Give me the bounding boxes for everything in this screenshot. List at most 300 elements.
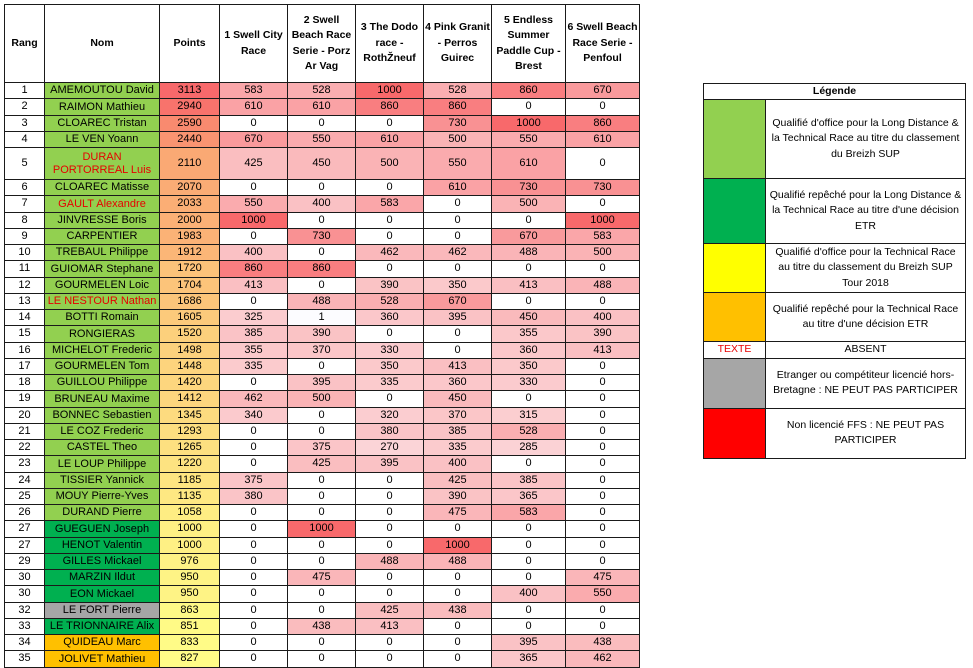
race-score-cell: 0 [220,635,288,651]
race-score-cell: 583 [220,83,288,99]
race-score-cell: 0 [220,375,288,391]
race-score-cell: 335 [220,358,288,374]
race-score-cell: 0 [492,212,566,228]
table-row [5,570,640,586]
race-score-cell: 0 [356,228,424,244]
name-cell: GILLES Mickael [45,553,160,569]
race-score-cell: 450 [288,148,356,180]
race-score-cell: 0 [566,99,640,115]
race-score-cell: 610 [356,131,424,147]
name-cell: GAULT Alexandre [45,196,160,212]
race-score-cell: 500 [566,245,640,261]
points-cell: 863 [160,602,220,618]
race-score-cell: 528 [356,293,424,309]
race-score-cell: 355 [492,326,566,342]
legend-swatch [704,244,766,293]
table-row [5,115,640,131]
race-score-cell: 425 [220,148,288,180]
name-cell: LE FORT Pierre [45,602,160,618]
race-score-cell: 0 [356,115,424,131]
race-score-cell: 0 [424,586,492,602]
name-cell: LE NESTOUR Nathan [45,293,160,309]
table-row [5,407,640,423]
race-score-cell: 500 [356,148,424,180]
header-rang: Rang [5,5,45,83]
name-cell: CARPENTIER [45,228,160,244]
race-score-cell: 390 [356,277,424,293]
race-score-cell: 475 [566,570,640,586]
race-score-cell: 0 [492,553,566,569]
race-score-cell: 413 [566,342,640,358]
name-cell: DURAND Pierre [45,505,160,521]
rank-cell: 27 [5,537,45,553]
race-score-cell: 0 [220,537,288,553]
race-score-cell: 365 [492,488,566,504]
points-cell: 2440 [160,131,220,147]
race-score-cell: 730 [492,180,566,196]
points-cell: 1448 [160,358,220,374]
race-score-cell: 0 [424,570,492,586]
points-cell: 2000 [160,212,220,228]
race-score-cell: 425 [356,602,424,618]
race-score-cell: 360 [356,310,424,326]
name-cell: GOURMELEN Tom [45,358,160,374]
race-score-cell: 488 [492,245,566,261]
table-row [5,99,640,115]
race-score-cell: 528 [492,423,566,439]
race-score-cell: 413 [220,277,288,293]
legend-swatch [704,100,766,179]
race-score-cell: 0 [220,602,288,618]
table-row [5,310,640,326]
race-score-cell: 1000 [288,521,356,537]
legend-item [704,358,966,408]
header-race-5: 5 Endless Summer Paddle Cup - Brest [492,5,566,83]
name-cell: MICHELOT Frederic [45,342,160,358]
rank-cell: 8 [5,212,45,228]
legend-text: Qualifié repêché pour la Long Distance & la Technical Race au titre d'une décision ETR [766,179,966,244]
race-score-cell: 0 [288,602,356,618]
race-score-cell: 0 [220,553,288,569]
race-score-cell: 500 [288,391,356,407]
race-score-cell: 0 [424,212,492,228]
rank-cell: 18 [5,375,45,391]
name-cell: LE VEN Yoann [45,131,160,147]
race-score-cell: 730 [288,228,356,244]
race-score-cell: 390 [566,326,640,342]
race-score-cell: 0 [288,635,356,651]
name-cell: CLOAREC Tristan [45,115,160,131]
race-score-cell: 0 [566,261,640,277]
header-nom: Nom [45,5,160,83]
table-row [5,440,640,456]
race-score-cell: 375 [288,440,356,456]
race-score-cell: 0 [566,521,640,537]
race-score-cell: 0 [492,391,566,407]
name-cell: TREBAUL Philippe [45,245,160,261]
race-score-cell: 395 [288,375,356,391]
race-score-cell: 583 [356,196,424,212]
legend-swatch [704,293,766,342]
race-score-cell: 395 [492,635,566,651]
race-score-cell: 425 [288,456,356,472]
race-score-cell: 0 [566,407,640,423]
race-score-cell: 0 [356,488,424,504]
rank-cell: 23 [5,456,45,472]
points-cell: 1220 [160,456,220,472]
rank-cell: 6 [5,180,45,196]
points-cell: 1058 [160,505,220,521]
race-score-cell: 550 [492,131,566,147]
race-score-cell: 380 [220,488,288,504]
rank-cell: 10 [5,245,45,261]
race-score-cell: 0 [492,261,566,277]
race-score-cell: 0 [566,440,640,456]
rank-cell: 17 [5,358,45,374]
race-score-cell: 413 [356,618,424,634]
name-cell: JOLIVET Mathieu [45,651,160,667]
race-score-cell: 0 [566,472,640,488]
rank-cell: 30 [5,586,45,602]
race-score-cell: 0 [220,115,288,131]
race-score-cell: 550 [220,196,288,212]
race-score-cell: 0 [424,228,492,244]
points-cell: 1412 [160,391,220,407]
race-score-cell: 385 [492,472,566,488]
legend-title-row [704,84,966,100]
race-score-cell: 0 [424,342,492,358]
legend-item [704,293,966,342]
race-score-cell: 395 [356,456,424,472]
race-score-cell: 0 [566,505,640,521]
legend-text: ABSENT [766,342,966,359]
rank-cell: 9 [5,228,45,244]
race-score-cell: 0 [356,261,424,277]
race-score-cell: 1 [288,310,356,326]
rank-cell: 3 [5,115,45,131]
name-cell: AMEMOUTOU David [45,83,160,99]
table-row [5,456,640,472]
race-score-cell: 0 [424,326,492,342]
race-score-cell: 860 [492,83,566,99]
rank-cell: 29 [5,553,45,569]
race-score-cell: 0 [288,245,356,261]
race-score-cell: 610 [566,131,640,147]
race-score-cell: 0 [566,488,640,504]
points-cell: 2070 [160,180,220,196]
race-score-cell: 340 [220,407,288,423]
race-score-cell: 270 [356,440,424,456]
race-score-cell: 528 [288,83,356,99]
race-score-cell: 400 [288,196,356,212]
race-score-cell: 1000 [492,115,566,131]
table-row [5,228,640,244]
rank-cell: 21 [5,423,45,439]
table-row [5,180,640,196]
rank-cell: 35 [5,651,45,667]
table-row [5,618,640,634]
rank-cell: 24 [5,472,45,488]
race-score-cell: 730 [566,180,640,196]
rank-cell: 32 [5,602,45,618]
points-cell: 1420 [160,375,220,391]
points-cell: 851 [160,618,220,634]
rank-cell: 25 [5,488,45,504]
race-score-cell: 0 [356,586,424,602]
legend-text: Etranger ou compétiteur licencié hors-Bretagne : NE PEUT PAS PARTICIPER [766,358,966,408]
header-race-1: 1 Swell City Race [220,5,288,83]
rank-cell: 33 [5,618,45,634]
race-score-cell: 0 [492,537,566,553]
rank-cell: 34 [5,635,45,651]
race-score-cell: 0 [356,505,424,521]
points-cell: 1520 [160,326,220,342]
race-score-cell: 1000 [356,83,424,99]
rank-cell: 1 [5,83,45,99]
race-score-cell: 330 [356,342,424,358]
race-score-cell: 610 [288,99,356,115]
race-score-cell: 0 [566,423,640,439]
race-score-cell: 462 [220,391,288,407]
race-score-cell: 462 [356,245,424,261]
rank-cell: 13 [5,293,45,309]
legend-text: Qualifié repêché pour la Technical Race au titre d'une décision ETR [766,293,966,342]
table-row [5,342,640,358]
table-row [5,148,640,180]
race-score-cell: 450 [424,391,492,407]
race-score-cell: 0 [356,180,424,196]
race-score-cell: 438 [424,602,492,618]
race-score-cell: 0 [492,99,566,115]
table-row [5,277,640,293]
race-score-cell: 0 [288,115,356,131]
race-score-cell: 390 [424,488,492,504]
race-score-cell: 0 [492,293,566,309]
points-cell: 1605 [160,310,220,326]
table-row [5,261,640,277]
table-row [5,83,640,99]
race-score-cell: 0 [220,293,288,309]
race-score-cell: 0 [566,358,640,374]
points-cell: 2940 [160,99,220,115]
points-cell: 1185 [160,472,220,488]
race-score-cell: 0 [288,488,356,504]
race-score-cell: 0 [424,196,492,212]
race-score-cell: 550 [424,148,492,180]
table-row [5,196,640,212]
table-row [5,245,640,261]
table-row [5,212,640,228]
race-score-cell: 285 [492,440,566,456]
race-score-cell: 670 [492,228,566,244]
points-cell: 1983 [160,228,220,244]
race-score-cell: 1000 [566,212,640,228]
race-score-cell: 438 [288,618,356,634]
race-score-cell: 1000 [424,537,492,553]
header-race-3: 3 The Dodo race - RothŽneuf [356,5,424,83]
table-row [5,131,640,147]
race-score-cell: 0 [424,635,492,651]
race-score-cell: 413 [424,358,492,374]
rank-cell: 11 [5,261,45,277]
rank-cell: 14 [5,310,45,326]
table-row [5,423,640,439]
points-cell: 833 [160,635,220,651]
rank-cell: 19 [5,391,45,407]
name-cell: RAIMON Mathieu [45,99,160,115]
race-score-cell: 475 [288,570,356,586]
race-score-cell: 350 [356,358,424,374]
race-score-cell: 0 [566,456,640,472]
points-cell: 1498 [160,342,220,358]
race-score-cell: 583 [492,505,566,521]
race-score-cell: 0 [424,618,492,634]
race-score-cell: 0 [288,505,356,521]
points-cell: 1265 [160,440,220,456]
points-cell: 1293 [160,423,220,439]
name-cell: LE COZ Frederic [45,423,160,439]
header-race-4: 4 Pink Granit - Perros Guirec [424,5,492,83]
race-score-cell: 0 [566,148,640,180]
points-cell: 827 [160,651,220,667]
race-score-cell: 610 [220,99,288,115]
race-score-cell: 550 [566,586,640,602]
race-score-cell: 0 [566,602,640,618]
legend-item [704,244,966,293]
name-cell: EON Mickael [45,586,160,602]
race-score-cell: 320 [356,407,424,423]
ranking-table [4,4,640,668]
table-row [5,635,640,651]
table-row [5,537,640,553]
points-cell: 1912 [160,245,220,261]
points-cell: 1000 [160,537,220,553]
legend-swatch [704,408,766,458]
race-score-cell: 0 [566,537,640,553]
race-score-cell: 0 [288,423,356,439]
race-score-cell: 380 [356,423,424,439]
table-row [5,553,640,569]
race-score-cell: 488 [288,293,356,309]
race-score-cell: 860 [356,99,424,115]
name-cell: CLOAREC Matisse [45,180,160,196]
race-score-cell: 528 [424,83,492,99]
name-cell: LE TRIONNAIRE Alix [45,618,160,634]
points-cell: 1000 [160,521,220,537]
points-cell: 3113 [160,83,220,99]
race-score-cell: 335 [424,440,492,456]
race-score-cell: 0 [288,537,356,553]
race-score-cell: 0 [220,440,288,456]
legend-item [704,100,966,179]
race-score-cell: 0 [288,651,356,667]
race-score-cell: 488 [424,553,492,569]
name-cell: QUIDEAU Marc [45,635,160,651]
points-cell: 1686 [160,293,220,309]
race-score-cell: 400 [492,586,566,602]
race-score-cell: 325 [220,310,288,326]
race-score-cell: 0 [220,586,288,602]
race-score-cell: 335 [356,375,424,391]
race-score-cell: 390 [288,326,356,342]
race-score-cell: 365 [492,651,566,667]
race-score-cell: 0 [356,472,424,488]
rank-cell: 4 [5,131,45,147]
legend-swatch [704,179,766,244]
legend-item [704,179,966,244]
race-score-cell: 0 [424,521,492,537]
race-score-cell: 0 [288,472,356,488]
name-cell: CASTEL Theo [45,440,160,456]
race-score-cell: 860 [288,261,356,277]
header-race-6: 6 Swell Beach Race Serie - Penfoul [566,5,640,83]
name-cell: LE LOUP Philippe [45,456,160,472]
race-score-cell: 0 [492,521,566,537]
race-score-cell: 550 [288,131,356,147]
points-cell: 1720 [160,261,220,277]
name-cell: HENOT Valentin [45,537,160,553]
rank-cell: 15 [5,326,45,342]
race-score-cell: 0 [220,651,288,667]
race-score-cell: 0 [356,326,424,342]
race-score-cell: 610 [492,148,566,180]
table-row [5,326,640,342]
race-score-cell: 315 [492,407,566,423]
race-score-cell: 0 [566,618,640,634]
race-score-cell: 360 [424,375,492,391]
race-score-cell: 670 [424,293,492,309]
race-score-cell: 0 [356,212,424,228]
legend-text: Qualifié d'office pour la Technical Race au titre du classement du Breizh SUP Tour 2018 [766,244,966,293]
race-score-cell: 500 [424,131,492,147]
legend-label: TEXTE [704,342,766,359]
race-score-cell: 400 [424,456,492,472]
header-row [5,5,640,83]
race-score-cell: 0 [288,407,356,423]
race-score-cell: 0 [288,553,356,569]
table-row [5,358,640,374]
race-score-cell: 0 [288,277,356,293]
race-score-cell: 0 [492,570,566,586]
race-score-cell: 860 [220,261,288,277]
race-score-cell: 0 [220,618,288,634]
race-score-cell: 385 [220,326,288,342]
race-score-cell: 500 [492,196,566,212]
race-score-cell: 0 [220,505,288,521]
race-score-cell: 400 [220,245,288,261]
rank-cell: 2 [5,99,45,115]
race-score-cell: 438 [566,635,640,651]
race-score-cell: 730 [424,115,492,131]
name-cell: BONNEC Sebastien [45,407,160,423]
race-score-cell: 0 [566,293,640,309]
race-score-cell: 0 [288,586,356,602]
race-score-cell: 370 [288,342,356,358]
points-cell: 1345 [160,407,220,423]
rank-cell: 20 [5,407,45,423]
race-score-cell: 400 [566,310,640,326]
race-score-cell: 0 [288,358,356,374]
points-cell: 1704 [160,277,220,293]
table-row [5,586,640,602]
name-cell: GUEGUEN Joseph [45,521,160,537]
race-score-cell: 670 [566,83,640,99]
points-cell: 976 [160,553,220,569]
race-score-cell: 583 [566,228,640,244]
race-score-cell: 385 [424,423,492,439]
race-score-cell: 413 [492,277,566,293]
race-score-cell: 0 [566,375,640,391]
